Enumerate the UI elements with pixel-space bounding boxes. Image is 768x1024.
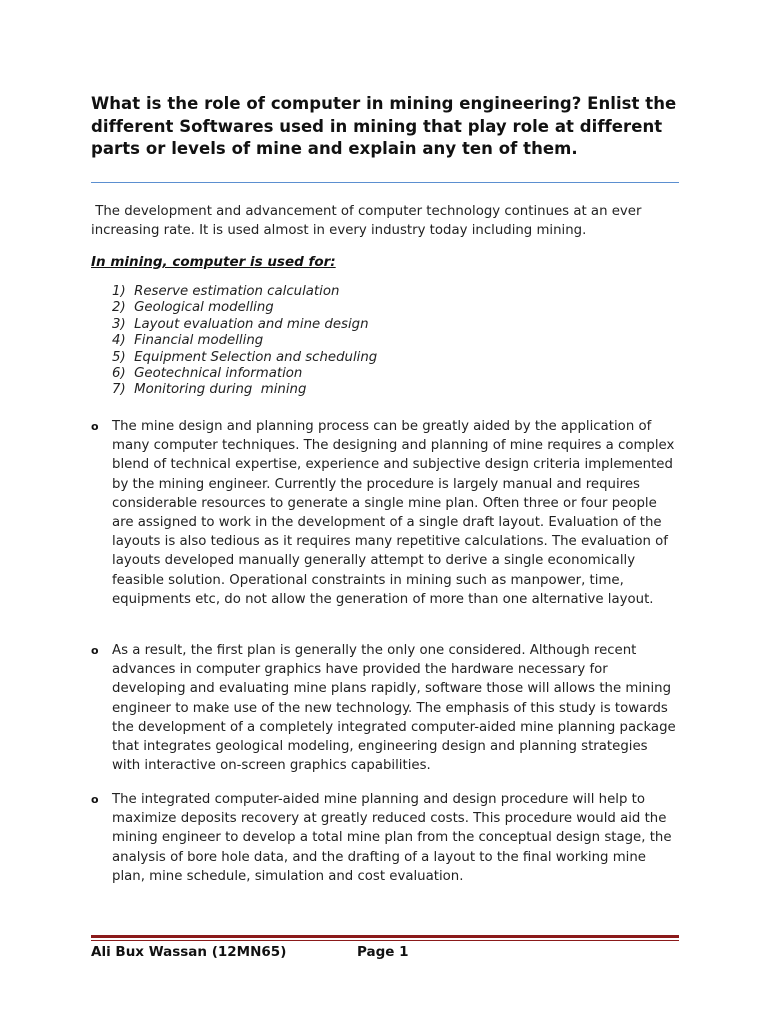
list-item: 7) Monitoring during mining bbox=[112, 382, 307, 398]
list-item: 4) Financial modelling bbox=[112, 333, 264, 349]
bullet-icon: o bbox=[91, 420, 99, 433]
document-title: What is the role of computer in mining engineering? Enlist the different Softwares used in mining that play role at different parts or levels of mine and explain any ten of them. bbox=[91, 94, 677, 158]
footer-page-number: Page 1 bbox=[357, 944, 409, 960]
intro-paragraph: The development and advancement of computer technology continues at an ever increasing rate. It is used almost in every industry today including mining. bbox=[91, 204, 646, 238]
list-item: 5) Equipment Selection and scheduling bbox=[112, 349, 378, 365]
list-item: 3) Layout evaluation and mine design bbox=[112, 316, 369, 332]
footer-divider-thin bbox=[91, 940, 679, 941]
paragraph-text: The mine design and planning process can be greatly aided by the application of many computer techniques. The designing and planning of mine requires a complex blend of technical expertise, experience and subjective design criteria implemented by the mining engineer. Currently the procedure is largely manual and requires considerable resources to generate a single mine plan. Often three or four people are assigned to work in the development of a single draft layout. Evaluation of the layouts is also tedious as it requires many repetitive calculations. The evaluation of layouts developed manually generally attempt to derive a single economically feasible solution. Operational constraints in mining such as manpower, time, equipments etc, do not allow the generation of more than one alternative layout. bbox=[112, 419, 675, 607]
list-item: 1) Reserve estimation calculation bbox=[112, 284, 340, 299]
paragraph-text: The integrated computer-aided mine planning and design procedure will help to maximize deposits recovery at greatly reduced costs. This procedure would aid the mining engineer to develop a total mine plan from the conceptual design stage, the analysis of bore hole data, and the drafting of a layout to the final working mine plan, mine schedule, simulation and cost evaluation. bbox=[112, 792, 672, 884]
list-item: 2) Geological modelling bbox=[112, 300, 274, 316]
bullet-icon: o bbox=[91, 644, 99, 657]
footer-divider-thick bbox=[91, 935, 679, 938]
paragraph-text: As a result, the first plan is generally the only one considered. Although recent advances in computer graphics have provided the hardware necessary for developing and evaluating mine plans rapidly, software those will allows the mining engineer to make use of the new technology. The emphasis of this study is towards the development of a completely integrated computer-aided mine planning package that integrates geological modeling, engineering design and planning strategies with interactive on-screen graphics capabilities. bbox=[112, 643, 676, 774]
title-divider bbox=[91, 182, 679, 183]
uses-list bbox=[112, 284, 377, 399]
footer-author: Ali Bux Wassan (12MN65) bbox=[91, 944, 287, 960]
list-item: 6) Geotechnical information bbox=[112, 366, 303, 382]
bullet-icon: o bbox=[91, 793, 99, 806]
uses-subheading: In mining, computer is used for: bbox=[91, 254, 336, 270]
